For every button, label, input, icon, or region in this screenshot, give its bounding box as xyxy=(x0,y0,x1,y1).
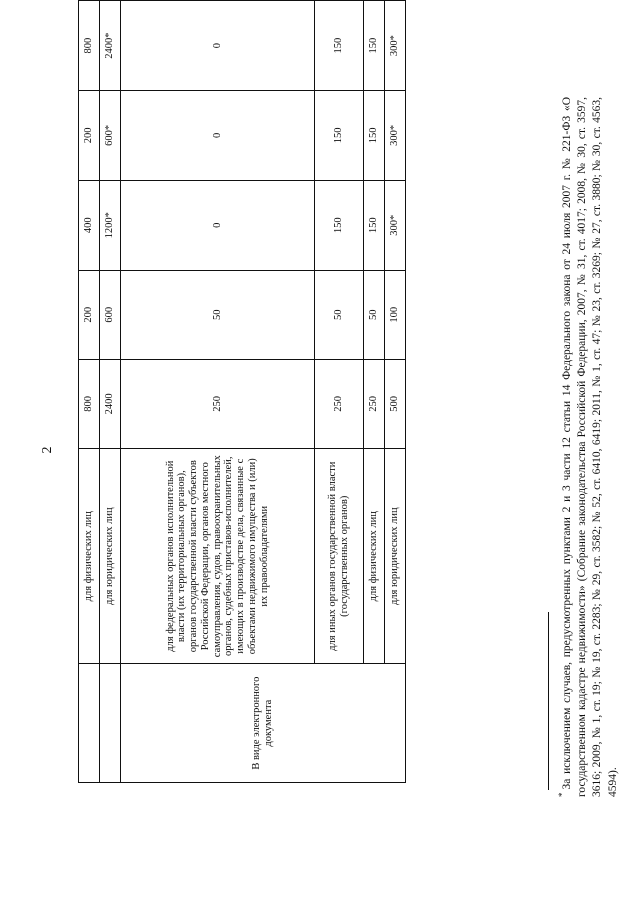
table-cell: 300* xyxy=(385,1,406,91)
table-cell: 300* xyxy=(385,91,406,181)
row-label: для юридических лиц xyxy=(100,449,121,664)
table-cell: 150 xyxy=(364,180,385,270)
table-cell: 50 xyxy=(315,270,364,359)
table-cell: 150 xyxy=(364,91,385,181)
table-cell: 800 xyxy=(79,1,100,91)
row-label: для физических лиц xyxy=(364,449,385,664)
table-cell: 600 xyxy=(100,270,121,359)
table-cell: 50 xyxy=(121,270,315,359)
table-cell: 150 xyxy=(315,1,364,91)
footnote-divider xyxy=(548,612,549,790)
table-cell: 500 xyxy=(385,359,406,449)
table-row xyxy=(79,1,100,783)
table-cell: 0 xyxy=(121,91,315,181)
footnote xyxy=(557,97,621,797)
row-label: для федеральных органов исполнительной власти (их территориальных органов), органов государственной власти субъектов Российской Федерации, органов местного самоуправления, судов, правоохранительных органов, судебных приставов-исполнителей, имеющих в производстве дела, связанные с объектами недвижимого имущества и (или) их правообладателями xyxy=(121,449,315,664)
table-cell: 2400* xyxy=(100,1,121,91)
table-cell: 600* xyxy=(100,91,121,181)
row-label: для физических лиц xyxy=(79,449,100,664)
table-cell: 0 xyxy=(121,1,315,91)
table-cell: 250 xyxy=(121,359,315,449)
table-cell: 1200* xyxy=(100,180,121,270)
table-cell: 300* xyxy=(385,180,406,270)
table-cell: 150 xyxy=(364,1,385,91)
row-label: для юридических лиц xyxy=(385,449,406,664)
table-cell: 400 xyxy=(79,180,100,270)
table-cell: 800 xyxy=(79,359,100,449)
table-cell: 200 xyxy=(79,270,100,359)
table-cell: 250 xyxy=(315,359,364,449)
table-cell: 200 xyxy=(79,91,100,181)
table-row xyxy=(121,1,315,783)
table-row xyxy=(100,1,121,783)
table-cell: 50 xyxy=(364,270,385,359)
fee-table xyxy=(78,0,406,783)
table-cell: 0 xyxy=(121,180,315,270)
empty-cell xyxy=(100,664,121,783)
table-cell: 2400 xyxy=(100,359,121,449)
row-label: для иных органов государственной власти (государственных органов) xyxy=(315,449,364,664)
empty-cell xyxy=(79,664,100,783)
table-cell: 150 xyxy=(315,91,364,181)
table-cell: 150 xyxy=(315,180,364,270)
footnote-mark: * xyxy=(557,792,567,797)
footnote-text: За исключением случаев, предусмотренных пунктами 2 и 3 части 12 статьи 14 Федерального закона от 24 июля 2007 г. № 221-ФЗ «О государственном кадастре недвижимости» (Собрание законодательства Российской Федерации, 2007, № 31, ст. 4017; 2008, № 30, ст. 3597, 3616; 2009, № 1, ст. 19; № 19, ст. 2283; № 29, ст. 3582; № 52, ст. 6410, 6419; 2011, № 1, ст. 47; № 23, ст. 3269; № 27, ст. 3880; № 30, ст. 4563, 4594). xyxy=(560,97,619,797)
table-cell: 250 xyxy=(364,359,385,449)
section-label: В виде электронного документа xyxy=(121,664,406,783)
table-cell: 100 xyxy=(385,270,406,359)
page-number: 2 xyxy=(40,446,55,454)
